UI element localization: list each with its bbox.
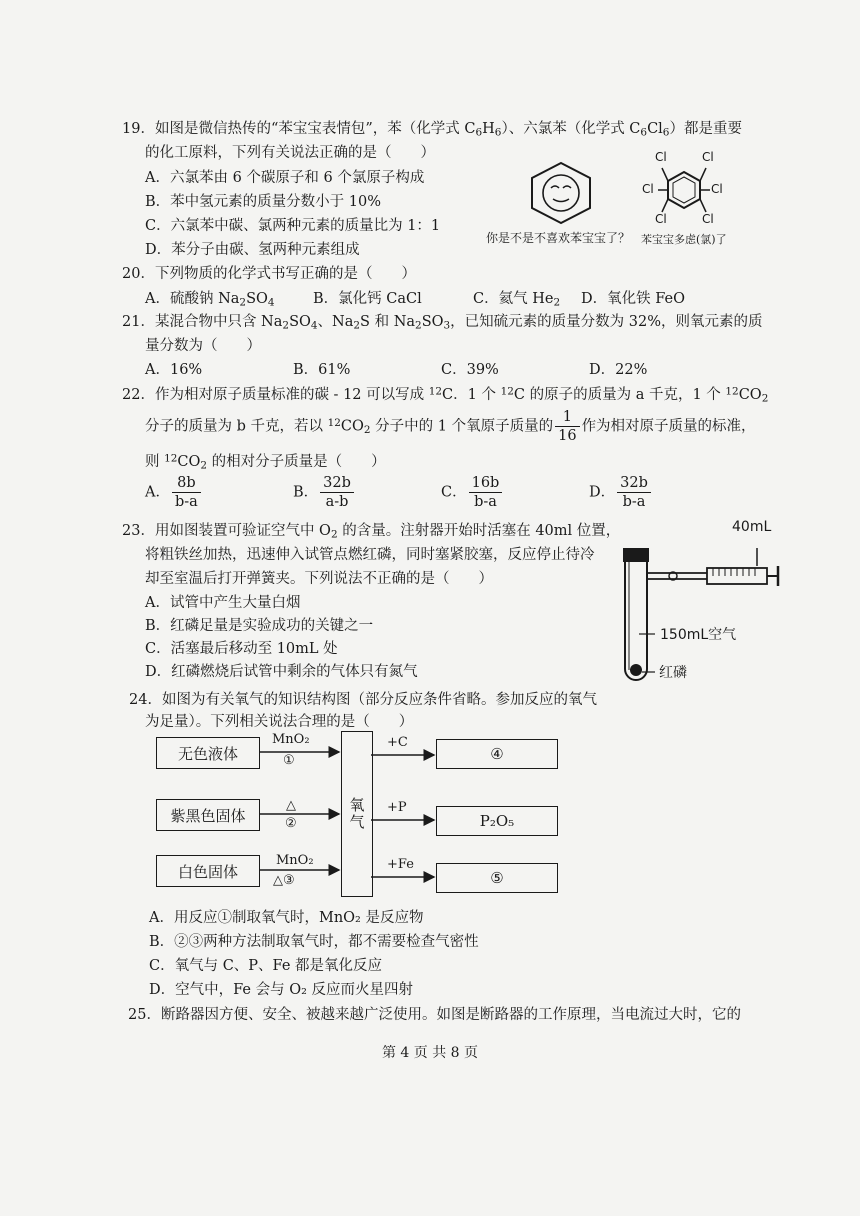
q20-stem: 20．下列物质的化学式书写正确的是（ ） — [122, 266, 416, 282]
q23-stem-line2: 将粗铁丝加热，迅速伸入试管点燃红磷，同时塞紧胶塞，反应停止待冷 — [145, 547, 595, 563]
q25-stem-line1: 25．断路器因方便、安全、被越来越广泛使用。如图是断路器的工作原理，当电流过大时，它的 — [128, 1007, 741, 1023]
cl-label: Cl — [702, 150, 714, 164]
q19-option-d: D．苯分子由碳、氢两种元素组成 — [145, 242, 360, 258]
red-phosphorus-label: 红磷 — [659, 665, 687, 681]
q22-option-a: A． $\frac{8b}{b-a}$ — [145, 474, 203, 511]
q20-option-d: D．氧化铁 FeO — [581, 291, 685, 307]
q22-option-c: C． $\frac{16b}{b-a}$ — [441, 474, 504, 511]
benzene-face-figure — [526, 160, 596, 226]
arrow1-number: ① — [283, 753, 295, 768]
fraction-1-16: $\frac{1}{16}$ — [555, 408, 579, 445]
q19-option-c: C．六氯苯中碳、氯两种元素的质量比为 1：1 — [145, 218, 441, 234]
q23-option-c: C．活塞最后移动至 10mL 处 — [145, 641, 338, 657]
q23-stem-line3: 却至室温后打开弹簧夹。下列说法不正确的是（ ） — [145, 571, 493, 587]
hexachlorobenzene-caption: 苯宝宝多虑(氯)了 — [641, 233, 727, 246]
cl-label: Cl — [655, 212, 667, 226]
q21-stem-line1: 21．某混合物中只含 $Na_2SO_4$、$Na_2S$ 和 $Na_2SO_3$，已知硫元素的质量分数为 32%，则氧元素的质 — [122, 314, 763, 332]
q23-stem-line1: 23．用如图装置可验证空气中 $O_2$ 的含量。注射器开始时活塞在 40ml 位置， — [122, 523, 621, 541]
purple-black-solid-box: 紫黑色固体 — [156, 799, 260, 831]
q23-option-d: D．红磷燃烧后试管中剩余的气体只有氮气 — [145, 664, 418, 680]
reactant-p-label: +P — [387, 800, 407, 815]
benzene-caption: 你是不是不喜欢苯宝宝了？ — [486, 231, 631, 245]
reactant-fe-label: +Fe — [387, 857, 414, 872]
q22-option-d: D． $\frac{32b}{b-a}$ — [589, 474, 653, 511]
q20-option-b: B．氯化钙 CaCl — [313, 291, 422, 307]
q22-stem-line3: 则 $^{12}CO_2$ 的相对分子质量是（ ） — [145, 452, 386, 472]
colorless-liquid-box: 无色液体 — [156, 737, 260, 769]
cl-label: Cl — [655, 150, 667, 164]
arrow2-heat: △ — [286, 798, 296, 813]
cl-label: Cl — [711, 182, 723, 196]
q24-option-b: B．②③两种方法制取氧气时，都不需要检查气密性 — [149, 934, 479, 950]
q21-option-a: A．16% — [145, 362, 203, 378]
q19-stem-line2: 的化工原料，下列有关说法正确的是（ ） — [145, 145, 435, 161]
arrow2-number: ② — [285, 816, 297, 831]
q23-option-a: A．试管中产生大量白烟 — [145, 595, 301, 611]
q19-stem-line1: 19．如图是微信热传的“苯宝宝表情包”，苯（化学式 $C_6H_6$）、六氯苯（化学式 $C_6Cl_6$）都是重要 — [122, 121, 742, 139]
q21-option-b: B．61% — [293, 362, 351, 378]
q22-option-b: B． $\frac{32b}{a-b}$ — [293, 474, 356, 511]
q24-option-d: D．空气中，Fe 会与 O₂ 反应而火星四射 — [149, 982, 414, 998]
q21-option-c: C．39% — [441, 362, 499, 378]
syringe-40ml-label: 40mL — [732, 519, 772, 535]
q24-option-a: A．用反应①制取氧气时，MnO₂ 是反应物 — [149, 910, 424, 926]
page-footer: 第 4 页 共 8 页 — [381, 1045, 479, 1061]
q24-option-c: C．氧气与 C、P、Fe 都是氧化反应 — [149, 958, 383, 974]
arrow1-catalyst: MnO₂ — [272, 732, 310, 747]
q21-stem-line2: 量分数为（ ） — [145, 338, 261, 354]
arrow3-number: △③ — [273, 873, 295, 888]
cl-label: Cl — [702, 212, 714, 226]
q21-option-d: D．22% — [589, 362, 648, 378]
q24-stem-line2: 为足量）。下列相关说法合理的是（ ） — [145, 714, 414, 730]
product-4-box: ④ — [436, 739, 558, 769]
q23-option-b: B．红磷足量是实验成功的关键之一 — [145, 618, 374, 634]
q20-option-c: C．氦气 $He_2$ — [473, 291, 561, 309]
product-5-box: ⑤ — [436, 863, 558, 893]
q20-option-a: A．硫酸钠 $Na_2SO_4$ — [145, 291, 275, 309]
q22-stem-line1: 22．作为相对原子质量标准的碳 - 12 可以写成 $^{12}$C．1 个 $^{12}$C 的原子的质量为 a 千克，1 个 $^{12}CO_2$ — [122, 385, 769, 405]
white-solid-box: 白色固体 — [156, 855, 260, 887]
syringe-apparatus-figure — [615, 540, 785, 690]
air-volume-label: 150mL空气 — [660, 627, 737, 643]
q24-stem-line1: 24．如图为有关氧气的知识结构图（部分反应条件省略。参加反应的氧气 — [129, 692, 597, 708]
arrow3-catalyst: MnO₂ — [276, 853, 314, 868]
p2o5-box: P₂O₅ — [436, 806, 558, 836]
q19-option-b: B．苯中氢元素的质量分数小于 10% — [145, 194, 381, 210]
cl-label: Cl — [642, 182, 654, 196]
q22-stem-line2: 分子的质量为 b 千克，若以 $^{12}CO_2$ 分子中的 1 个氧原子质量的 $\frac{1}{16}$ 作为相对原子质量的标准， — [145, 409, 756, 444]
oxygen-center-box: 氧气 — [341, 731, 373, 897]
q19-option-a: A．六氯苯由 6 个碳原子和 6 个氯原子构成 — [145, 170, 425, 186]
reactant-c-label: +C — [387, 735, 408, 750]
